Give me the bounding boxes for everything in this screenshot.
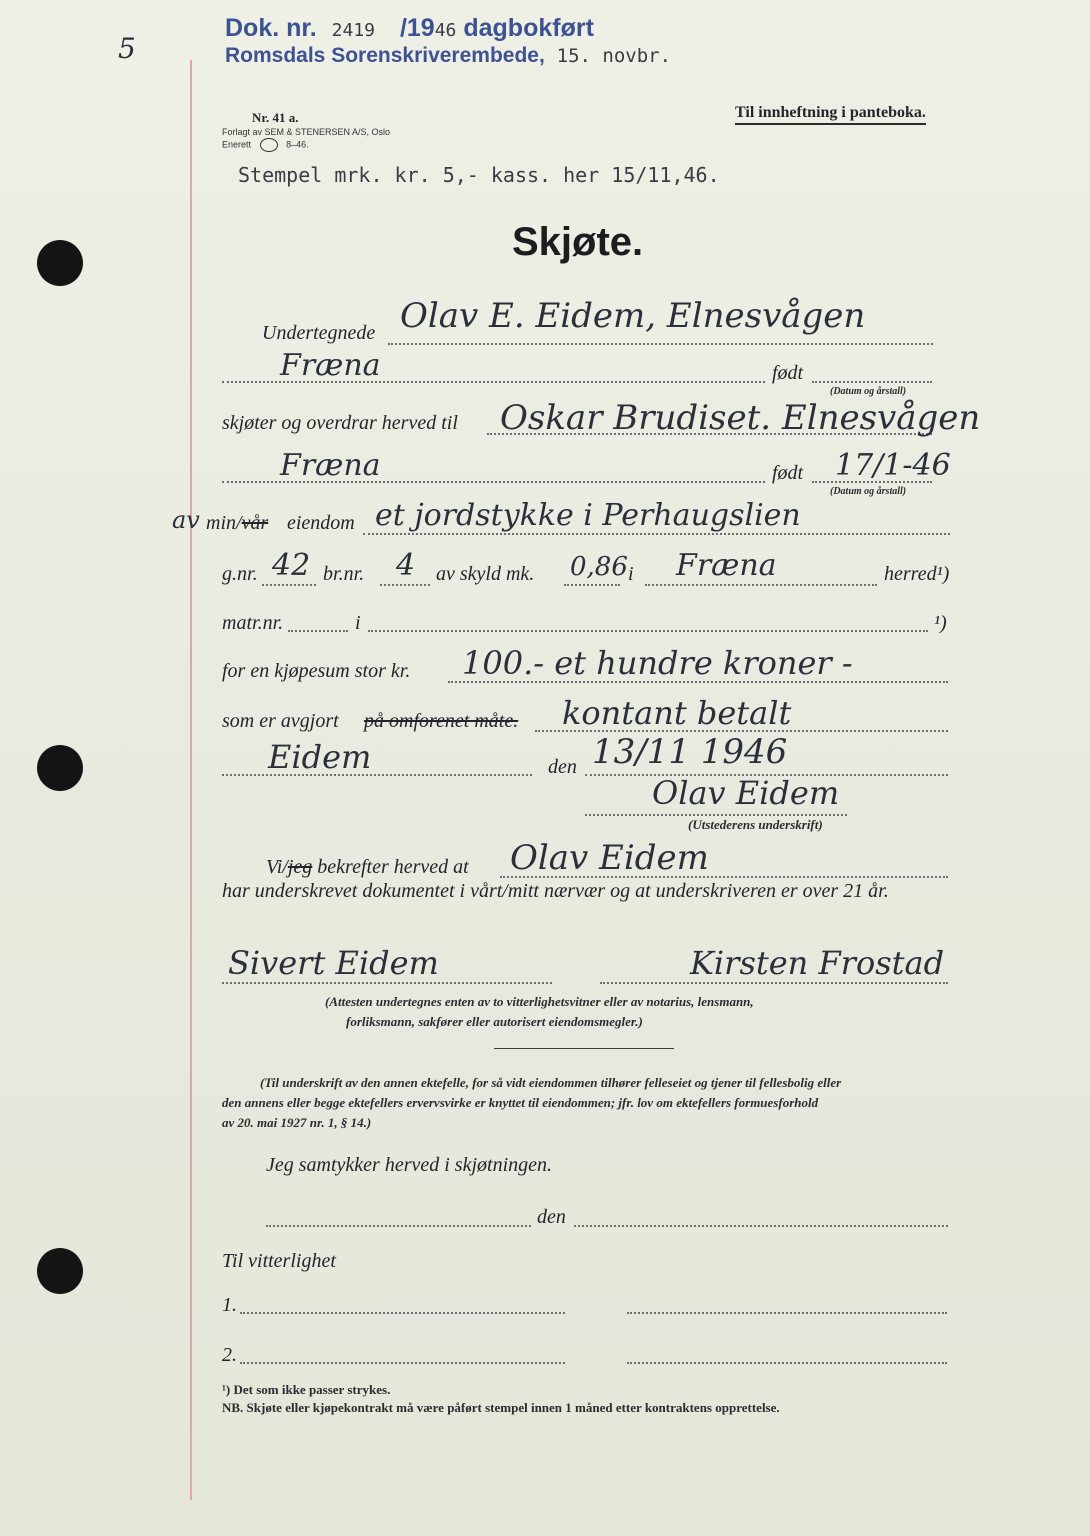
skyld-i-label: i (628, 563, 634, 585)
form-number: Nr. 41 a. (252, 110, 299, 125)
witness2-signature: Kirsten Frostad (690, 944, 945, 982)
herred-value: Fræna (676, 548, 777, 583)
publisher-line1: Forlagt av SEM & STENERSEN A/S, Oslo (222, 127, 391, 137)
separator-rule (494, 1048, 674, 1049)
attest-vi: Vi/ (266, 856, 288, 878)
avgjort-value: kontant betalt (562, 694, 792, 732)
var-struck: vår (241, 512, 269, 534)
vitterlighet-label: Til vitterlighet (222, 1250, 336, 1272)
consent-den-label: den (537, 1206, 566, 1228)
kjopesum-value: 100.- et hundre kroner - (462, 644, 853, 682)
margin-mark: 5 (118, 32, 136, 65)
spouse-note-line3: av 20. mai 1927 nr. 1, § 14.) (222, 1115, 372, 1130)
signature-label: (Utstederens underskrift) (688, 817, 823, 832)
spouse-note-line2: den annens eller begge ektefellers ervervsvirke er knyttet til eiendommen; jfr. lov om ektefellers formuesforhold (222, 1095, 819, 1110)
stamp-line1 (225, 14, 594, 43)
matr-footnote-mark: ¹) (934, 612, 947, 634)
vitterlighet-2-line-b (627, 1362, 947, 1364)
skjoter-label: skjøter og overdrar herved til (222, 412, 458, 434)
eiendom-label: eiendom (287, 512, 355, 534)
stamp-dok-label: Dok. nr. (225, 14, 317, 42)
datum-label-2: (Datum og årstall) (830, 486, 907, 497)
fodt-label: født (772, 362, 804, 384)
fodt2-value: 17/1-46 (835, 448, 951, 483)
attest-note-line2: forliksmann, sakfører eller autorisert eiendomsmegler.) (346, 1014, 643, 1029)
consent-date-line (574, 1225, 948, 1227)
eiendom-value: et jordstykke i Perhaugslien (375, 498, 801, 533)
vitterlighet-2: 2. (222, 1344, 237, 1366)
attest-jeg-struck: jeg (287, 856, 313, 878)
document-title: Skjøte. (512, 220, 644, 264)
skjoter-place: Fræna (280, 448, 381, 483)
publisher-logo-icon (260, 138, 278, 152)
kjopesum-label: for en kjøpesum stor kr. (222, 660, 411, 682)
spouse-note-line1: (Til underskrift av den annen ektefelle, for så vidt eiendommen tilhører felleseiet og tjener til fellesbolig eller (260, 1075, 842, 1090)
fodt-line (812, 381, 932, 383)
stamp-line2 (225, 44, 671, 68)
punch-hole-top (37, 240, 83, 286)
witness2-line (600, 982, 948, 984)
skyld-line (564, 584, 620, 586)
consent-place-line (266, 1225, 531, 1227)
brnr-label: br.nr. (323, 563, 365, 585)
undertegnede-line (388, 343, 933, 345)
undertegnede-value: Olav E. Eidem, Elnesvågen (400, 296, 866, 336)
signature-line (585, 814, 847, 816)
gnr-value: 42 (272, 548, 311, 583)
red-margin-line (190, 60, 192, 1500)
matr-line (288, 630, 348, 632)
den-label: den (548, 756, 577, 778)
gnr-label: g.nr. (222, 563, 258, 585)
herred-label: herred¹) (884, 563, 950, 585)
stamp-date: 15. novbr. (556, 45, 672, 67)
vitterlighet-2-line (240, 1362, 565, 1364)
publisher-edition: 8–46. (286, 139, 309, 150)
eiendom-line (363, 533, 950, 535)
attest-line1 (266, 856, 469, 879)
avgjort-struck: på omforenet måte. (364, 710, 519, 732)
vitterlighet-1-line (240, 1312, 565, 1314)
stamp-office: Romsdals Sorenskriverembede, (225, 44, 545, 67)
binding-note: Til innheftning i panteboka. (735, 104, 926, 125)
footer-footnote: ¹) Det som ikke passer strykes. (222, 1382, 391, 1397)
herred-line (645, 584, 877, 586)
avgjort-label: som er avgjort (222, 710, 339, 732)
attest-bekrefter: bekrefter herved at (317, 856, 469, 878)
stempel-line: Stempel mrk. kr. 5,- kass. her 15/11,46. (238, 163, 720, 187)
brnr-line (380, 584, 430, 586)
attest-name-value: Olav Eidem (510, 838, 709, 878)
witness1-signature: Sivert Eidem (228, 944, 439, 982)
vitterlighet-1: 1. (222, 1294, 237, 1316)
punch-hole-middle (37, 745, 83, 791)
undertegnede-label: Undertegnede (262, 322, 376, 344)
min-var-label (206, 512, 268, 535)
footer-nb: NB. Skjøte eller kjøpekontrakt må være påført stempel innen 1 måned etter kontraktens opprettelse. (222, 1400, 780, 1415)
datum-label-1: (Datum og årstall) (830, 386, 907, 397)
publisher-block (222, 126, 390, 152)
matr-label: matr.nr. (222, 612, 284, 634)
attest-line2: har underskrevet dokumentet i vårt/mitt nærvær og at underskriveren er over 21 år. (222, 880, 889, 902)
punch-hole-bottom (37, 1248, 83, 1294)
place-value: Eidem (268, 738, 372, 776)
stamp-doc-number: 2419 (331, 20, 375, 41)
date-value: 13/11 1946 (592, 732, 788, 772)
vitterlighet-1-line-b (627, 1312, 947, 1314)
stamp-dagbokfort: dagbokført (463, 14, 594, 42)
gnr-line (262, 584, 316, 586)
min-label: min/ (206, 512, 242, 534)
issuer-signature: Olav Eidem (652, 774, 840, 812)
fodt2-label: født (772, 462, 804, 484)
undertegnede-place: Fræna (280, 348, 381, 383)
consent-text: Jeg samtykker herved i skjøtningen. (266, 1154, 553, 1176)
stamp-year: 46 (434, 20, 457, 41)
publisher-enerett: Enerett (222, 139, 252, 150)
attest-note-line1: (Attesten undertegnes enten av to vitterlighetsvitner eller av notarius, lensmann, (325, 994, 754, 1009)
matr-i-label: i (355, 612, 361, 634)
matr-i-line (368, 630, 928, 632)
skyld-label: av skyld mk. (436, 563, 535, 585)
brnr-value: 4 (396, 548, 416, 583)
skyld-value: 0,86 (570, 552, 628, 582)
av-prefix: av (172, 506, 200, 534)
publisher-line2 (222, 138, 390, 152)
skjoter-value: Oskar Brudiset. Elnesvågen (500, 398, 981, 438)
stamp-year-prefix: /19 (399, 14, 435, 42)
witness1-line (222, 982, 552, 984)
